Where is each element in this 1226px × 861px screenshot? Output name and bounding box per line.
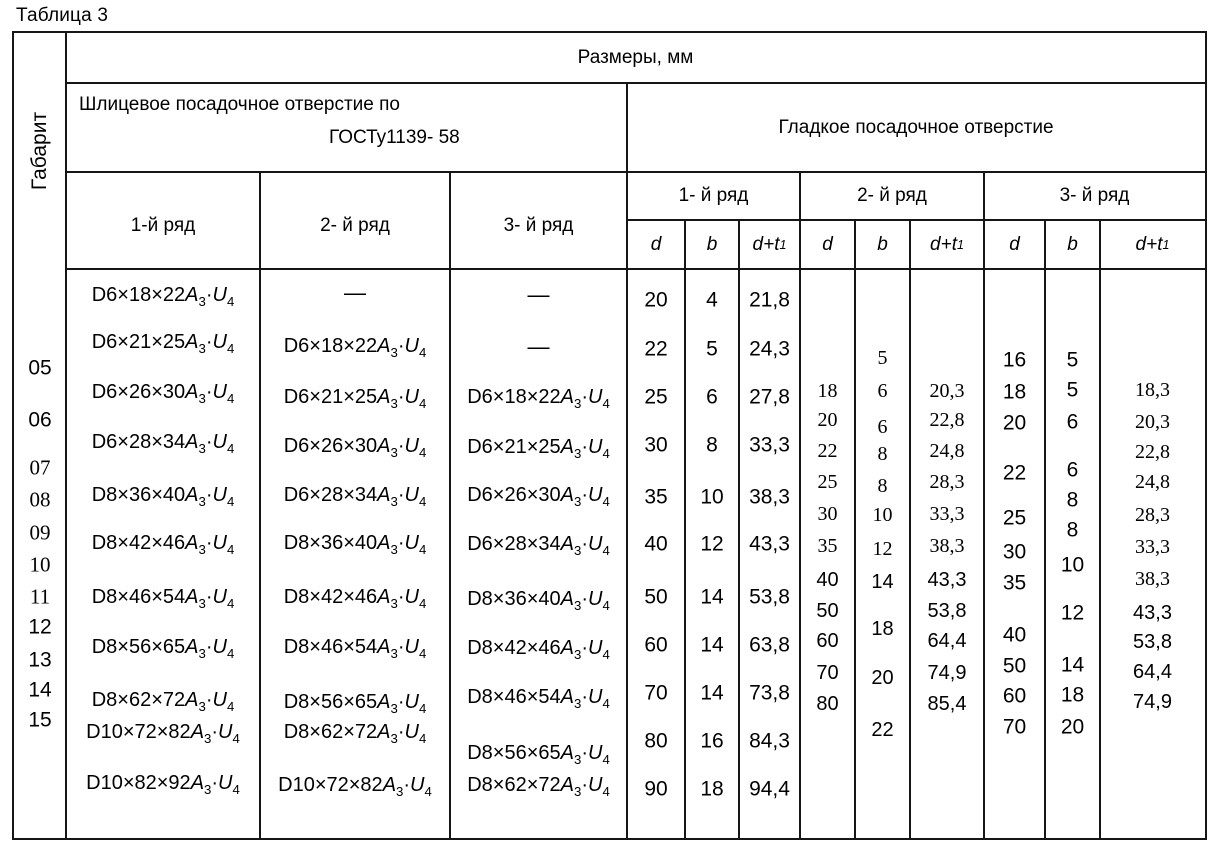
cell-value: 28,3 <box>1135 504 1170 526</box>
cell-value: 14 <box>1060 653 1085 677</box>
cell-value: 35 <box>1002 571 1027 595</box>
grid-line-vertical <box>626 83 628 838</box>
grid-line-vertical <box>1099 220 1101 838</box>
cell-value: $D8\times 56\times 65A_3\cdot U_4$ <box>91 636 235 661</box>
dimensions-table <box>12 31 1207 840</box>
cell-value: 38,3 <box>929 535 965 557</box>
cell-value: 20 <box>871 667 894 689</box>
grid-line-horizontal <box>66 82 1205 84</box>
cell-value: 53,8 <box>749 585 790 609</box>
cell-value: 30 <box>644 433 668 457</box>
cell-value: 90 <box>644 777 668 801</box>
cell-value: 25 <box>644 385 668 409</box>
cell-value: 22 <box>644 337 668 361</box>
col-s3-dt <box>1100 269 1205 838</box>
cell-value: 22,8 <box>929 409 965 431</box>
col-spline-3 <box>450 269 627 838</box>
cell-value: 8 <box>1066 488 1079 512</box>
cell-value: 16 <box>1002 348 1027 372</box>
col-s2-dt <box>910 269 984 838</box>
spline-col-header-2: 2- й ряд <box>320 214 390 236</box>
cell-value: 21,8 <box>749 288 790 312</box>
header-razmery-mm: Размеры, мм <box>577 47 694 68</box>
header-spline-line2: ГОСТу1139- 58 <box>329 127 460 148</box>
grid-line-vertical <box>799 172 801 838</box>
cell-value: 85,4 <box>927 693 967 715</box>
cell-value: 11 <box>29 584 51 609</box>
cell-value: 20,3 <box>1135 411 1170 433</box>
cell-value: 5 <box>877 347 888 369</box>
cell-value: $D6\times 18\times 22A_3\cdot U_4$ <box>467 386 610 411</box>
cell-value: 74,9 <box>927 662 967 684</box>
cell-value: 18 <box>1002 380 1027 404</box>
cell-value: $D6\times 26\times 30A_3\cdot U_4$ <box>91 381 235 406</box>
cell-value: 25 <box>817 471 838 493</box>
grid-line-horizontal <box>627 219 1205 221</box>
cell-value: $D8\times 62\times 72A_3\cdot U_4$ <box>467 774 610 799</box>
cell-value: 6 <box>1066 410 1079 434</box>
cell-value: 33,3 <box>1135 536 1170 558</box>
cell-value: $D6\times 26\times 30A_3\cdot U_4$ <box>467 484 610 509</box>
cell-value: 30 <box>817 503 838 525</box>
cell-value: 33,3 <box>929 503 965 525</box>
subheader-dt1-1: d+t 1 <box>752 233 787 255</box>
cell-value: $D8\times 36\times 40A_3\cdot U_4$ <box>283 532 427 557</box>
cell-value: 20,3 <box>929 380 965 402</box>
subheader-d-2: d <box>822 233 833 255</box>
cell-value: — <box>527 334 550 359</box>
cell-value: 14 <box>700 585 724 609</box>
cell-value: 05 <box>28 356 52 380</box>
cell-value: 6 <box>877 380 888 402</box>
cell-value: 15 <box>28 708 52 732</box>
grid-line-vertical <box>259 172 261 838</box>
cell-value: 60 <box>644 633 668 657</box>
cell-value: $D6\times 21\times 25A_3\cdot U_4$ <box>467 436 610 461</box>
cell-value: $D6\times 28\times 34A_3\cdot U_4$ <box>283 484 427 509</box>
cell-value: $D10\times 82\times 92A_3\cdot U_4$ <box>86 772 240 797</box>
cell-value: 10 <box>29 552 51 577</box>
cell-value: $D8\times 62\times 72A_3\cdot U_4$ <box>283 721 427 746</box>
subheader-d-3: d <box>1009 233 1020 255</box>
cell-value: 38,3 <box>1135 568 1170 590</box>
col-s1-dt <box>739 269 800 838</box>
cell-value: $D8\times 42\times 46A_3\cdot U_4$ <box>283 586 427 611</box>
cell-value: 5 <box>1066 378 1079 402</box>
cell-value: 14 <box>700 633 724 657</box>
cell-value: 18 <box>871 618 894 640</box>
cell-value: 64,4 <box>1133 661 1172 683</box>
cell-value: 74,9 <box>1133 691 1172 713</box>
cell-value: $D8\times 36\times 40A_3\cdot U_4$ <box>467 588 610 613</box>
cell-value: 8 <box>706 433 718 457</box>
cell-value: 18 <box>700 777 724 801</box>
cell-value: $D6\times 28\times 34A_3\cdot U_4$ <box>91 431 235 456</box>
cell-value: 12 <box>1060 601 1085 625</box>
cell-value: $D8\times 62\times 72A_3\cdot U_4$ <box>91 689 235 714</box>
header-smooth-section: Гладкое посадочное отверстие <box>778 116 1054 138</box>
cell-value: 50 <box>1002 654 1027 678</box>
cell-value: 70 <box>1002 715 1027 739</box>
grid-line-vertical <box>983 172 985 838</box>
cell-value: 6 <box>706 385 718 409</box>
cell-value: 80 <box>816 693 839 715</box>
subheader-dt1-3: d+t 1 <box>1135 233 1170 255</box>
cell-value: 60 <box>816 630 839 652</box>
cell-value: 4 <box>706 288 718 312</box>
cell-value: 12 <box>872 538 893 560</box>
cell-value: $D8\times 46\times 54A_3\cdot U_4$ <box>91 586 235 611</box>
cell-value: 20 <box>644 288 668 312</box>
cell-value: $D10\times 72\times 82A_3\cdot U_4$ <box>278 774 432 799</box>
subheader-dt1-2: d+t 1 <box>930 233 964 255</box>
cell-value: 09 <box>29 520 51 545</box>
cell-value: 27,8 <box>749 385 790 409</box>
cell-value: 43,3 <box>749 532 790 556</box>
col-s1-d <box>627 269 685 838</box>
cell-value: $D8\times 42\times 46A_3\cdot U_4$ <box>467 637 610 662</box>
smooth-group-header-1: 1- й ряд <box>678 185 749 206</box>
col-s1-b <box>685 269 739 838</box>
cell-value: 10 <box>1060 553 1085 577</box>
cell-value: $D6\times 18\times 22A_3\cdot U_4$ <box>283 335 427 360</box>
cell-value: 20 <box>817 409 838 431</box>
cell-value: 08 <box>29 487 51 512</box>
spline-col-header-3: 3- й ряд <box>503 214 574 236</box>
cell-value: 06 <box>28 408 52 432</box>
cell-value: $D8\times 46\times 54A_3\cdot U_4$ <box>467 686 610 711</box>
grid-line-horizontal <box>66 268 1205 270</box>
col-spline-2 <box>260 269 450 838</box>
smooth-group-header-3: 3- й ряд <box>1059 185 1130 206</box>
spline-col-header-1: 1-й ряд <box>130 214 196 236</box>
cell-value: 13 <box>28 648 52 672</box>
cell-value: 70 <box>816 662 839 684</box>
smooth-group-header-2: 2- й ряд <box>857 185 927 206</box>
cell-value: 24,3 <box>749 337 790 361</box>
cell-value: $D8\times 46\times 54A_3\cdot U_4$ <box>283 636 427 661</box>
cell-value: 8 <box>1066 518 1079 542</box>
subheader-b-1: b <box>706 233 718 255</box>
cell-value: 25 <box>1002 506 1027 530</box>
cell-value: — <box>344 280 366 305</box>
cell-value: $D6\times 26\times 30A_3\cdot U_4$ <box>283 435 427 460</box>
cell-value: 70 <box>644 681 668 705</box>
grid-line-vertical <box>449 172 451 838</box>
grid-line-vertical <box>909 220 911 838</box>
col-s2-d <box>800 269 855 838</box>
cell-value: — <box>527 282 550 307</box>
cell-value: 18 <box>817 380 838 402</box>
col-s3-b <box>1045 269 1100 838</box>
cell-value: 22 <box>871 719 894 741</box>
cell-value: 10 <box>700 485 724 509</box>
cell-value: 38,3 <box>749 485 790 509</box>
grid-line-horizontal <box>66 171 1205 173</box>
gabarit-column-header-label: Габарит <box>28 111 51 191</box>
cell-value: 12 <box>28 615 52 639</box>
cell-value: $D10\times 72\times 82A_3\cdot U_4$ <box>86 721 240 746</box>
subheader-b-2: b <box>877 233 888 255</box>
cell-value: $D8\times 36\times 40A_3\cdot U_4$ <box>91 484 235 509</box>
cell-value: 5 <box>1066 348 1079 372</box>
cell-value: 20 <box>1002 411 1027 435</box>
grid-line-vertical <box>1044 220 1046 838</box>
cell-value: 18,3 <box>1135 379 1170 401</box>
cell-value: 16 <box>700 729 724 753</box>
cell-value: 94,4 <box>749 777 790 801</box>
cell-value: 60 <box>1002 684 1027 708</box>
cell-value: 80 <box>644 729 668 753</box>
cell-value: 64,4 <box>927 630 967 652</box>
cell-value: 63,8 <box>749 633 790 657</box>
cell-value: $D8\times 42\times 46A_3\cdot U_4$ <box>91 532 235 557</box>
cell-value: 14 <box>871 571 894 593</box>
cell-value: 6 <box>877 416 888 438</box>
cell-value: 43,3 <box>927 569 967 591</box>
cell-value: 22,8 <box>1135 441 1170 463</box>
cell-value: 40 <box>1002 623 1027 647</box>
cell-value: 35 <box>817 535 838 557</box>
cell-value: 35 <box>644 485 668 509</box>
cell-value: 40 <box>816 569 839 591</box>
cell-value: 30 <box>1002 540 1027 564</box>
gabarit-column-header <box>14 33 66 269</box>
header-spline-line1: Шлицевое посадочное отверстие по <box>79 94 400 115</box>
cell-value: 28,3 <box>929 471 965 493</box>
grid-line-vertical <box>684 220 686 838</box>
cell-value: 22 <box>817 440 838 462</box>
cell-value: $D8\times 56\times 65A_3\cdot U_4$ <box>283 691 427 716</box>
cell-value: 22 <box>1002 461 1027 485</box>
col-gabarit <box>14 269 66 838</box>
cell-value: 14 <box>700 681 724 705</box>
col-spline-1 <box>66 269 260 838</box>
cell-value: $D6\times 21\times 25A_3\cdot U_4$ <box>283 386 427 411</box>
cell-value: 50 <box>816 600 839 622</box>
cell-value: $D6\times 18\times 22A_3\cdot U_4$ <box>91 284 235 309</box>
cell-value: 53,8 <box>927 600 967 622</box>
cell-value: 53,8 <box>1133 631 1172 653</box>
cell-value: 24,8 <box>929 440 965 462</box>
header-spline-section <box>66 83 627 172</box>
cell-value: 5 <box>706 337 718 361</box>
cell-value: $D6\times 21\times 25A_3\cdot U_4$ <box>91 331 235 356</box>
cell-value: 33,3 <box>749 433 790 457</box>
grid-line-vertical <box>65 33 67 838</box>
subheader-b-3: b <box>1067 233 1078 255</box>
cell-value: 84,3 <box>749 729 790 753</box>
cell-value: 40 <box>644 532 668 556</box>
subheader-d-1: d <box>650 233 662 255</box>
cell-value: 43,3 <box>1133 602 1172 624</box>
grid-line-vertical <box>738 220 740 838</box>
col-s2-b <box>855 269 910 838</box>
cell-value: $D8\times 56\times 65A_3\cdot U_4$ <box>467 742 610 767</box>
cell-value: 8 <box>877 475 888 497</box>
cell-value: $D6\times 28\times 34A_3\cdot U_4$ <box>467 533 610 558</box>
cell-value: 10 <box>872 504 893 526</box>
col-s3-d <box>984 269 1045 838</box>
cell-value: 07 <box>29 455 51 480</box>
cell-value: 12 <box>700 532 724 556</box>
cell-value: 6 <box>1066 458 1079 482</box>
cell-value: 20 <box>1060 715 1085 739</box>
grid-line-vertical <box>854 220 856 838</box>
table-caption: Таблица 3 <box>16 5 109 26</box>
cell-value: 8 <box>877 443 888 465</box>
cell-value: 18 <box>1060 683 1085 707</box>
cell-value: 24,8 <box>1135 471 1170 493</box>
cell-value: 73,8 <box>749 681 790 705</box>
cell-value: 14 <box>28 678 52 702</box>
cell-value: 50 <box>644 585 668 609</box>
